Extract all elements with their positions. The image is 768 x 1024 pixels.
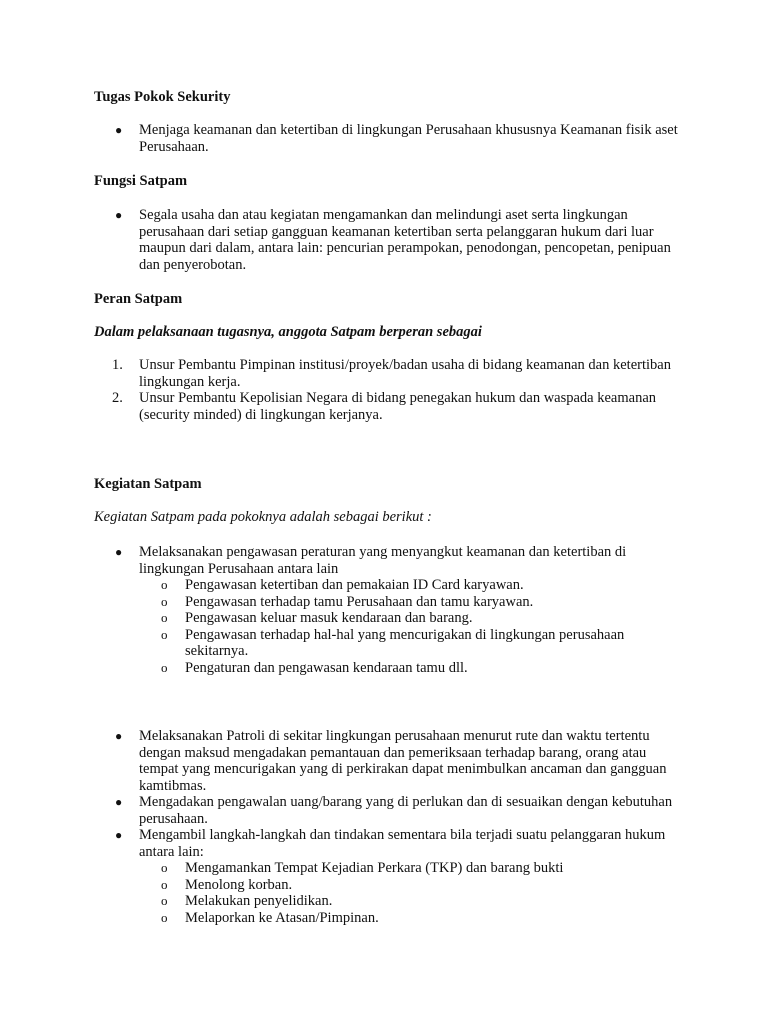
sub-list-item: o Pengawasan ketertiban dan pemakaian ID Card karyawan. [161,577,524,593]
list-item: ● Menjaga keamanan dan ketertiban di lingkungan Perusahaan khususnya Keamanan fisik aset Perusahaan. [115,122,678,155]
kegiatan-section-2 [0,728,768,926]
sub-list-item: o Pengawasan terhadap hal-hal yang mencurigakan di lingkungan perusahaan sekitarnya. [161,626,625,659]
list-number: 1. [112,357,123,373]
sub-list-item: o Melaporkan ke Atasan/Pimpinan. [161,909,379,926]
bullet-icon: ● [115,208,123,222]
bullet-icon: ● [115,545,123,559]
heading-fungsi: Fungsi Satpam [94,173,188,189]
circle-bullet-icon: o [161,860,168,875]
sub-list-item: o Pengawasan keluar masuk kendaraan dan barang. [161,610,473,626]
list-number: 2. [112,390,123,406]
fungsi-bullet-list [0,207,768,273]
heading-peran: Peran Satpam [94,291,183,307]
peran-intro: Dalam pelaksanaan tugasnya, anggota Satpam berperan sebagai [94,324,482,340]
bullet-icon: ● [115,729,123,743]
kegiatan-intro: Kegiatan Satpam pada pokoknya adalah sebagai berikut : [94,509,432,525]
circle-bullet-icon: o [161,593,168,609]
sub-list-item: o Mengamankan Tempat Kejadian Perkara (TKP) dan barang bukti [161,860,564,876]
list-item: 1. Unsur Pembantu Pimpinan institusi/proyek/badan usaha di bidang keamanan dan ketertiban lingkungan kerja. [112,357,671,390]
bullet-icon: ● [115,828,123,842]
tugas-bullet-list [0,122,768,155]
kegiatan-section-1 [0,544,768,676]
list-item: ● Mengadakan pengawalan uang/barang yang di perlukan dan di sesuaikan dengan kebutuhan perusahaan. [115,794,673,827]
sub-list-item: o Pengawasan terhadap tamu Perusahaan dan tamu karyawan. [161,593,534,610]
circle-bullet-icon: o [161,610,168,625]
peran-numbered-list [0,357,768,423]
circle-bullet-icon: o [161,909,168,925]
circle-bullet-icon: o [161,659,168,675]
bullet-icon: ● [115,795,123,809]
circle-bullet-icon: o [161,893,168,908]
sub-list-item: o Melakukan penyelidikan. [161,893,333,909]
circle-bullet-icon: o [161,626,168,642]
list-item: ● Melaksanakan pengawasan peraturan yang menyangkut keamanan dan ketertiban di lingkungan Perusahaan antara lain [115,544,627,577]
bullet-icon: ● [115,123,123,137]
list-item: 2. Unsur Pembantu Kepolisian Negara di bidang penegakan hukum dan waspada keamanan (security minded) di lingkungan kerjanya. [112,390,657,423]
heading-tugas-pokok: Tugas Pokok Sekurity [94,89,231,105]
heading-kegiatan: Kegiatan Satpam [94,476,202,492]
sub-list-item: o Menolong korban. [161,876,293,893]
list-item: ● Melaksanakan Patroli di sekitar lingkungan perusahaan menurut rute dan waktu tertentu dengan maksud mengadakan pemantauan dan pemeriksaan terhadap barang, orang atau tempat yang mencurigakan yang di perkirakan dapat menimbulkan ancaman dan gangguan kamtibmas. [115,728,667,794]
circle-bullet-icon: o [161,577,168,592]
sub-list-item: o Pengaturan dan pengawasan kendaraan tamu dll. [161,659,468,676]
circle-bullet-icon: o [161,876,168,892]
list-item: ● Mengambil langkah-langkah dan tindakan sementara bila terjadi suatu pelanggaran hukum antara lain: [115,827,666,860]
list-item: ● Segala usaha dan atau kegiatan mengamankan dan melindungi aset serta lingkungan perusahaan dari setiap gangguan keamanan ketertiban serta pelanggaran hukum dari luar maupun dari dalam, antara lain: pencurian perampokan, penodongan, pencopetan, penipuan dan penyerobotan. [115,207,671,273]
